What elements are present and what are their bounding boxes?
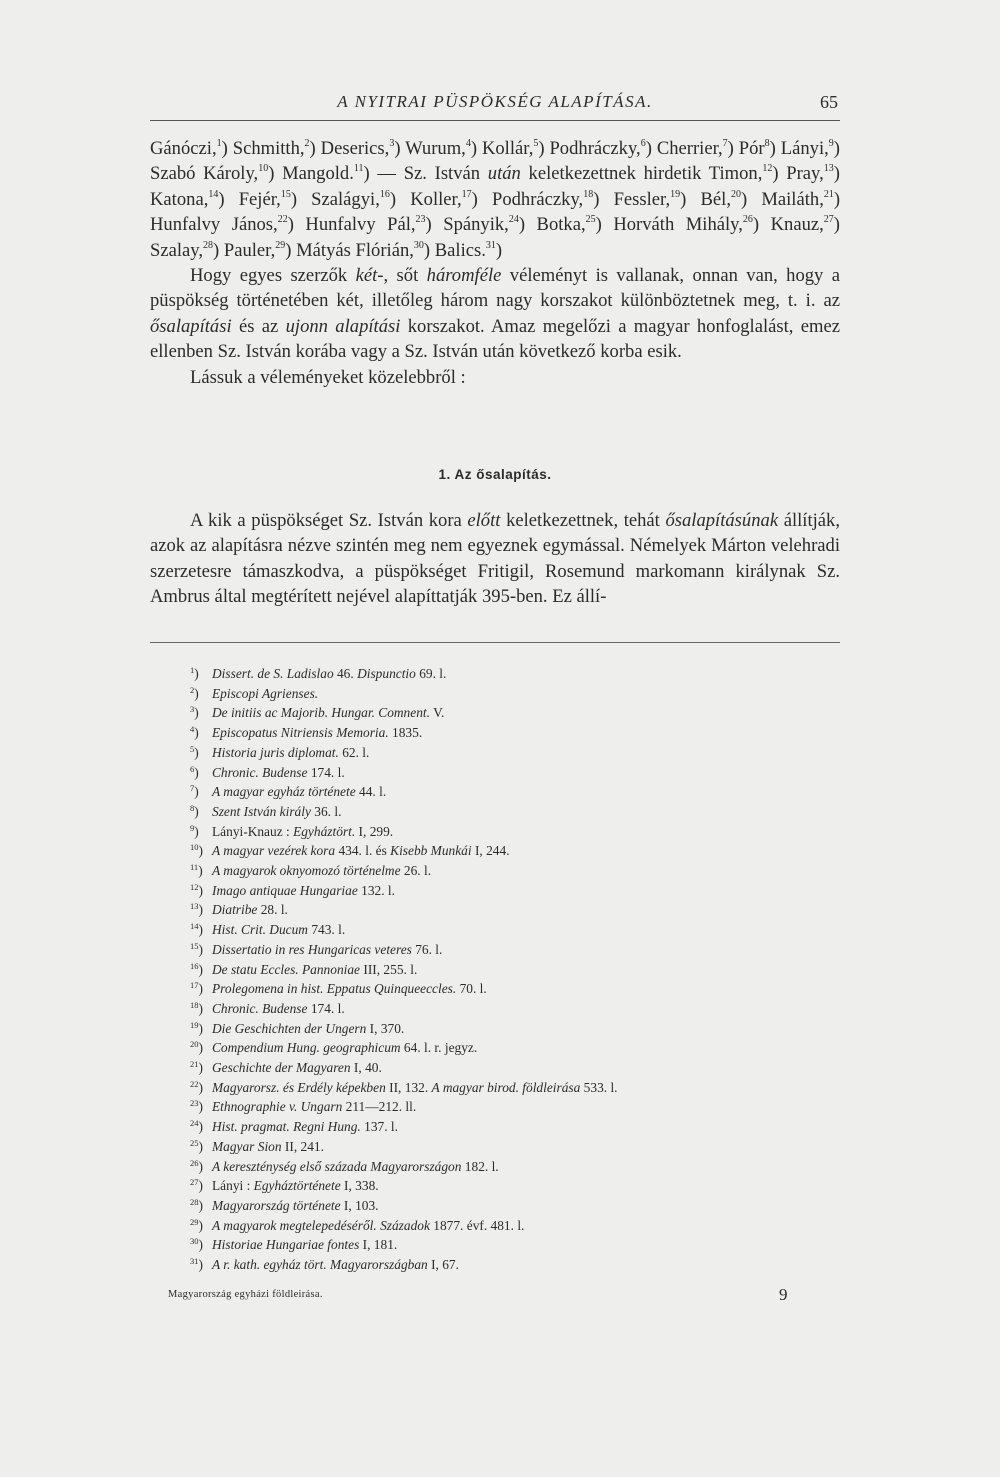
italic-segment: ujonn alapítási — [285, 315, 401, 337]
footnote-number: $^{20}$) — [190, 1039, 203, 1056]
footnote-marker: 2 — [304, 138, 310, 149]
author-reference: Hunfalvy Pál,$^{23}$) — [305, 214, 432, 236]
author-reference: Hunfalvy János,$^{22}$) — [150, 214, 294, 236]
footnote-item — [190, 684, 830, 704]
italic-segment: ősalapítási — [150, 315, 232, 337]
author-reference: Szabó Károly,$^{10}$) — [150, 163, 275, 185]
footnote-number-text: 18 — [190, 999, 199, 1010]
footnote-marker: 23 — [415, 214, 426, 226]
author-name: Timon, — [708, 163, 763, 185]
footnote-title: Dispunctio — [357, 666, 416, 681]
footnote-number-text: 1 — [190, 665, 195, 675]
author-name: Schmitth, — [232, 138, 305, 159]
footnote-title: De initiis ac Majorib. Hungar. Comnent. — [212, 705, 430, 721]
author-reference: Bél,$^{20}$) — [700, 188, 748, 210]
footnote-marker: 9 — [828, 138, 834, 149]
author-name: Balics. — [434, 239, 486, 261]
footnote-number: $^{19}$) — [190, 1019, 203, 1036]
footnote-marker: 20 — [731, 188, 741, 200]
italic-segment: két- — [355, 265, 384, 287]
author-name: Pauler, — [223, 239, 276, 261]
footnote-title: Hist. Crit. Ducum — [212, 922, 308, 938]
footnote-title: Magyar Sion — [212, 1138, 282, 1154]
footnote-marker: 28 — [203, 239, 214, 251]
footnote-text: 434. l. és — [335, 843, 391, 859]
footnote-item — [190, 743, 830, 763]
author-reference: Fessler,$^{19}$) — [613, 188, 687, 210]
footnote-text: 62. l. — [338, 744, 370, 760]
footnote-number-text: 17 — [190, 980, 199, 991]
author-reference: Szalágyi,$^{16}$) — [311, 188, 397, 210]
footnote-item — [190, 763, 830, 783]
author-name: Kollár, — [481, 138, 534, 159]
footnote-number: $^{29}$) — [190, 1216, 203, 1233]
footnote-number: $^{11}$) — [190, 862, 203, 879]
author-reference: Timon,$^{12}$) — [708, 163, 779, 185]
footnote-title: Magyarország története — [212, 1197, 341, 1213]
footnote-number: $^{13}$) — [190, 901, 203, 918]
footnote-number-text: 22 — [190, 1078, 199, 1089]
footnote-number-text: 12 — [190, 881, 199, 892]
footnote-item — [190, 1038, 830, 1058]
footnote-marker: 27 — [823, 214, 834, 226]
footnote-number-text: 5 — [190, 743, 195, 754]
footnote-item — [190, 1157, 830, 1177]
author-name: Spányik, — [443, 214, 509, 236]
paragraph-ancient-founding — [150, 508, 840, 610]
footnote-title: Historia juris diplomat. — [212, 744, 339, 760]
footnote-number-text: 31 — [190, 1256, 199, 1267]
footnote-item — [190, 1097, 830, 1117]
footnote-number: $^7$) — [190, 783, 199, 800]
text-segment: , sőt — [383, 265, 427, 287]
footnote-number-text: 15 — [190, 940, 199, 951]
footnote-item — [190, 1058, 830, 1078]
footnote-number: $^{23}$) — [190, 1098, 203, 1115]
author-reference: Kollár,$^5$) — [481, 138, 545, 159]
footnote-number: $^2$) — [190, 684, 199, 701]
author-reference: Mátyás Flórián,$^{30}$) — [296, 239, 431, 261]
footnote-number: $^{28}$) — [190, 1196, 203, 1213]
footnote-text: I, 370. — [366, 1020, 405, 1036]
footnote-item — [190, 782, 830, 802]
author-name: Mailáth, — [761, 188, 824, 210]
author-reference: Pauler,$^{29}$) — [223, 239, 292, 261]
author-reference: Schmitth,$^2$) — [232, 138, 316, 159]
footnote-title: Chronic. Budense — [212, 764, 308, 780]
author-reference: Gánóczi,$^1$) — [150, 138, 228, 159]
author-name: Hunfalvy Pál, — [305, 214, 416, 236]
main-text — [150, 136, 840, 390]
footnote-number-text: 27 — [190, 1177, 199, 1188]
footnote-item — [190, 723, 830, 743]
footnote-text: 36. l. — [310, 803, 342, 819]
author-name: Gánóczi, — [150, 138, 217, 159]
signature-line: Magyarország egyházi földleirása. — [168, 1289, 323, 1300]
footnote-number: $^8$) — [190, 802, 199, 819]
footnote-text: III, 255. l. — [360, 961, 418, 977]
italic-segment: ősalapításúnak — [665, 510, 779, 531]
footnote-title: Episcopatus Nitriensis Memoria. — [212, 725, 389, 741]
text-segment: állítják, azok az alapításra nézve szintén meg nem egyeznek egymással. Némelyek Márton velehradi szerzetesre támaszkodva, a püspökséget Fritigil, Rosemund markomann királynak Sz. Ambrus által megtérített nejével alapíttatják 395-ben. Ez állí- — [150, 510, 840, 608]
footnote-text: 211—212. ll. — [342, 1099, 417, 1115]
author-name: Cherrier, — [656, 138, 723, 159]
footnote-marker: 25 — [585, 214, 596, 226]
running-title: A NYITRAI PÜSPÖKSÉG ALAPÍTÁSA. — [337, 92, 653, 111]
author-reference: Spányik,$^{24}$) — [443, 214, 526, 236]
author-name: Szalágyi, — [311, 188, 380, 210]
footnote-item — [190, 861, 830, 881]
footnote-item — [190, 1255, 830, 1275]
footnote-marker: 13 — [823, 163, 834, 175]
footnote-text: 26. l. — [400, 863, 432, 879]
footnote-number-text: 9 — [190, 822, 195, 833]
author-name: Pór — [738, 138, 765, 159]
footnote-number: $^3$) — [190, 704, 199, 721]
author-name: Pray, — [786, 163, 824, 185]
section-text — [150, 508, 840, 610]
footnote-title: A magyarok oknyomozó történelme — [212, 863, 401, 879]
footnote-number-text: 20 — [190, 1039, 199, 1050]
author-name: Mátyás Flórián, — [296, 239, 414, 261]
footnote-number-text: 29 — [190, 1216, 199, 1227]
text-segment: Hogy egyes szerzők — [190, 265, 356, 287]
author-name: Bél, — [700, 188, 731, 210]
footnote-title: A kereszténység első százada Magyarországon — [212, 1158, 462, 1174]
footnote-title: Ethnographie v. Ungarn — [212, 1099, 343, 1115]
author-name: Katona, — [150, 188, 209, 210]
footnote-item — [190, 1196, 830, 1216]
text-segment: véleményt is vallanak, onnan van, hogy a püspökség történetében két, illetőleg három nagy korszakot különböztetnek meg, t. i. az — [150, 265, 841, 312]
footnote-text: II, 132. — [385, 1079, 432, 1095]
footnote-marker: 30 — [413, 239, 424, 251]
footnote-number-text: 30 — [190, 1236, 199, 1247]
footnote-marker: 15 — [280, 188, 291, 200]
footnote-divider — [150, 642, 840, 643]
footnote-title: Diatribe — [212, 902, 258, 918]
footnote-title: Imago antiquae Hungariae — [212, 882, 358, 898]
footnote-number-text: 19 — [190, 1019, 199, 1030]
footnote-title: A magyarok megtelepedéséről. Századok — [212, 1217, 430, 1233]
author-name: Deserics, — [320, 138, 390, 159]
footnote-text: 132. l. — [357, 882, 395, 898]
author-reference: Katona,$^{14}$) — [150, 188, 225, 210]
author-reference: Mangold.$^{11}$) — [282, 163, 370, 185]
author-reference: Szalay,$^{28}$) — [150, 239, 220, 261]
footnote-number-text: 25 — [190, 1137, 199, 1148]
footnote-item — [190, 1176, 830, 1196]
footnote-marker: 18 — [583, 188, 594, 200]
footnote-number-text: 16 — [190, 960, 199, 971]
footnote-text: 76. l. — [411, 941, 443, 957]
footnote-number: $^{26}$) — [190, 1157, 203, 1174]
footnote-title: Compendium Hung. geographicum — [212, 1040, 401, 1056]
author-reference: Pór$^8$) — [738, 138, 776, 159]
footnote-number-text: 4 — [190, 724, 195, 735]
footnote-marker: 4 — [465, 138, 471, 149]
footnote-marker: 14 — [208, 188, 219, 200]
text-segment: — Sz. István — [377, 163, 488, 185]
footnote-number-text: 14 — [190, 921, 199, 932]
footnote-number: $^{10}$) — [190, 842, 203, 859]
footnote-number-text: 26 — [190, 1157, 199, 1168]
footnote-number: $^{22}$) — [190, 1078, 203, 1095]
footnote-number-text: 7 — [190, 783, 195, 794]
footnote-item — [190, 1078, 830, 1098]
footnote-number-text: 3 — [190, 704, 195, 715]
footnote-text: I, 181. — [359, 1237, 398, 1253]
footnote-title: Dissertatio in res Hungaricas veteres — [212, 941, 412, 957]
footnote-marker: 26 — [742, 214, 753, 226]
footnote-item — [190, 841, 830, 861]
italic-segment: háromféle — [426, 265, 502, 287]
footnote-text: 64. l. r. jegyz. — [400, 1040, 478, 1056]
footnote-marker: 6 — [640, 138, 646, 149]
footnote-title: Magyarorsz. és Erdély képekben — [212, 1079, 386, 1095]
footnote-text: 28. l. — [257, 902, 288, 918]
author-reference: Mailáth,$^{21}$) — [761, 188, 841, 210]
footnote-marker: 12 — [762, 163, 773, 175]
author-name: Hunfalvy János, — [150, 214, 278, 236]
footnote-text: 1835. — [388, 725, 423, 741]
footnote-text: 44. l. — [355, 784, 387, 800]
footnote-title: Historiae Hungariae fontes — [212, 1237, 360, 1253]
author-reference: Wurum,$^4$) — [405, 138, 478, 159]
footnote-number: $^4$) — [190, 724, 199, 741]
footnote-title: A magyar birod. földleirása — [431, 1079, 581, 1095]
text-segment: korszakot. Amaz megelőzi a magyar honfoglalást, emez ellenben Sz. István korába vagy a Sz. István után következő korba esik. — [150, 315, 840, 363]
footnote-number-text: 10 — [190, 842, 199, 853]
footnote-title: Dissert. de S. Ladislao — [212, 666, 334, 681]
footnote-text: 137. l. — [360, 1119, 398, 1135]
footnote-text: V. — [429, 705, 445, 721]
footnote-text: Lányi-Knauz : — [212, 823, 294, 839]
footnote-number: $^1$) — [190, 665, 199, 681]
footnote-item — [190, 1019, 830, 1039]
author-reference: Koller,$^{17}$) — [410, 188, 478, 210]
author-name: Mangold. — [282, 163, 354, 185]
author-name: Podhráczky, — [491, 188, 584, 210]
author-reference: Horváth Mihály,$^{26}$) — [613, 214, 760, 236]
footnote-item — [190, 960, 830, 980]
footnote-number-text: 24 — [190, 1118, 199, 1129]
footnote-title: Die Geschichten der Ungern — [212, 1020, 367, 1036]
footnote-marker: 10 — [258, 163, 269, 175]
author-name: Wurum, — [405, 138, 466, 159]
footnote-marker: 3 — [389, 138, 395, 149]
author-name: Koller, — [410, 188, 462, 210]
footnote-marker: 19 — [670, 188, 681, 200]
footnote-number-text: 23 — [190, 1098, 199, 1109]
page-number: 65 — [820, 92, 838, 112]
author-reference: Botka,$^{25}$) — [536, 214, 602, 236]
footnote-item — [190, 703, 830, 723]
italic-segment: után — [487, 163, 521, 185]
footnote-number-text: 13 — [190, 901, 199, 912]
author-reference: Cherrier,$^7$) — [656, 138, 734, 159]
footnote-number: $^6$) — [190, 763, 199, 780]
author-name: Lányi, — [780, 138, 829, 159]
footnote-item — [190, 664, 830, 684]
text-segment: és az — [231, 315, 286, 337]
footnote-marker: 17 — [461, 188, 472, 200]
footnote-number: $^5$) — [190, 743, 199, 760]
text-segment: keletkezettnek hirdetik — [520, 163, 702, 185]
footnote-title: Episcopi Agrienses. — [212, 685, 319, 701]
author-name: Fejér, — [238, 188, 281, 210]
footnote-number-text: 6 — [190, 763, 195, 774]
author-reference: Podhráczky,$^6$) — [549, 138, 652, 159]
footnote-number: $^{21}$) — [190, 1059, 203, 1076]
footnote-text: I, 244. — [471, 843, 510, 859]
footnote-title: De statu Eccles. Pannoniae — [212, 961, 361, 977]
footnote-title: Szent István király — [212, 803, 311, 819]
footnote-item — [190, 999, 830, 1019]
author-reference: Fejér,$^{15}$) — [238, 188, 298, 210]
author-name: Botka, — [536, 214, 586, 236]
footnote-item — [190, 979, 830, 999]
author-reference: Lányi,$^9$) — [780, 138, 840, 159]
footnote-marker: 1 — [216, 138, 222, 149]
footnote-number: $^{16}$) — [190, 960, 203, 977]
footnote-number: $^{15}$) — [190, 940, 203, 957]
footnote-number-text: 21 — [190, 1059, 199, 1070]
author-name: Horváth Mihály, — [613, 214, 743, 236]
footnote-marker: 7 — [722, 138, 728, 149]
footnote-text: I, 103. — [340, 1197, 379, 1213]
footnote-title: Egyháztört. — [293, 823, 356, 839]
footnote-text: I, 338. — [340, 1178, 379, 1194]
author-reference: Knauz,$^{27}$) — [770, 214, 840, 236]
footnote-marker: 21 — [823, 188, 834, 200]
running-head — [150, 90, 840, 121]
author-reference: Pray,$^{13}$) — [786, 163, 840, 185]
footnote-text: 533. l. — [580, 1079, 618, 1095]
paragraph-opinions — [150, 263, 840, 365]
footnote-text: I, 299. — [355, 823, 394, 839]
author-reference: Balics.$^{31}$) — [434, 239, 503, 261]
author-name: Fessler, — [613, 188, 671, 210]
paragraph-authors — [150, 136, 840, 263]
paragraph-transition: Lássuk a véleményeket közelebbről : — [190, 366, 466, 388]
footnote-marker: 8 — [764, 138, 770, 149]
footnote-item — [190, 1117, 830, 1137]
author-reference: Podhráczky,$^{18}$) — [491, 188, 600, 210]
footnote-item — [190, 822, 830, 842]
footnote-title: Chronic. Budense — [212, 1000, 308, 1016]
footnote-text: 743. l. — [307, 922, 346, 938]
footnote-title: A magyar vezérek kora — [212, 843, 336, 859]
author-name: Knauz, — [770, 214, 824, 236]
author-name: Podhráczky, — [549, 138, 641, 159]
footnote-list — [190, 664, 830, 1275]
footnote-number: $^{14}$) — [190, 921, 203, 938]
footnote-marker: 31 — [485, 239, 496, 251]
footnote-number-text: 8 — [190, 802, 195, 813]
footnote-text: 70. l. — [456, 981, 487, 997]
footnote-item — [190, 900, 830, 920]
footnote-number: $^9$) — [190, 822, 199, 839]
footnote-title: A r. kath. egyház tört. Magyarországban — [212, 1257, 428, 1273]
footnote-title: Prolegomena in hist. Eppatus Quinqueeccles. — [212, 981, 457, 997]
footnote-text: Lányi : — [212, 1178, 254, 1194]
text-segment: A kik a püspökséget Sz. István kora — [190, 510, 468, 531]
footnote-number: $^{27}$) — [190, 1177, 203, 1194]
footnote-number-text: 11 — [190, 862, 199, 873]
footnote-marker: 16 — [379, 188, 390, 200]
footnote-marker: 24 — [508, 214, 519, 226]
author-name: Szabó Károly, — [150, 163, 259, 185]
section-heading: 1. Az ősalapítás. — [438, 467, 552, 482]
footnote-text: I, 67. — [427, 1257, 459, 1273]
footnote-text: II, 241. — [281, 1138, 324, 1154]
footnote-item — [190, 1235, 830, 1255]
footnote-number: $^{30}$) — [190, 1236, 203, 1253]
footnote-item — [190, 881, 830, 901]
author-name: Szalay, — [150, 239, 204, 261]
footnote-number: $^{12}$) — [190, 881, 203, 898]
author-reference: Deserics,$^3$) — [320, 138, 401, 159]
footnote-text: 174. l. — [307, 764, 345, 780]
footnote-text: 69. l. — [415, 666, 447, 681]
footnote-title: A magyar egyház története — [212, 784, 356, 800]
footnote-item — [190, 802, 830, 822]
footnote-item — [190, 1216, 830, 1236]
footnote-number: $^{24}$) — [190, 1118, 203, 1135]
footnote-marker: 29 — [275, 239, 286, 251]
footnote-item — [190, 1137, 830, 1157]
footnote-text: 1877. évf. 481. l. — [429, 1217, 525, 1233]
italic-segment: előtt — [467, 510, 501, 531]
footnote-number-text: 28 — [190, 1196, 199, 1207]
footnote-text: 174. l. — [307, 1000, 345, 1016]
footnote-item — [190, 940, 830, 960]
footnote-title: Kisebb Munkái — [390, 843, 472, 859]
footnote-number: $^{17}$) — [190, 980, 203, 997]
footnote-marker: 22 — [277, 214, 288, 226]
footnote-number: $^{18}$) — [190, 999, 203, 1016]
footnote-marker: 5 — [533, 138, 539, 149]
footnote-marker: 11 — [353, 163, 364, 175]
text-segment: keletkezettnek, tehát — [500, 510, 666, 531]
footnote-number: $^{25}$) — [190, 1137, 203, 1154]
footnote-item — [190, 920, 830, 940]
footnote-text: 46. — [333, 666, 358, 681]
footnote-text: 182. l. — [461, 1158, 499, 1174]
signature-mark: 9 — [779, 1285, 788, 1304]
footnote-number: $^{31}$) — [190, 1256, 203, 1273]
footnote-title: Hist. pragmat. Regni Hung. — [212, 1119, 361, 1135]
footnote-title: Geschichte der Magyaren — [212, 1060, 351, 1076]
footnote-title: Egyháztörténete — [253, 1178, 341, 1194]
footnote-number-text: 2 — [190, 684, 195, 695]
footnote-text: I, 40. — [350, 1060, 382, 1076]
